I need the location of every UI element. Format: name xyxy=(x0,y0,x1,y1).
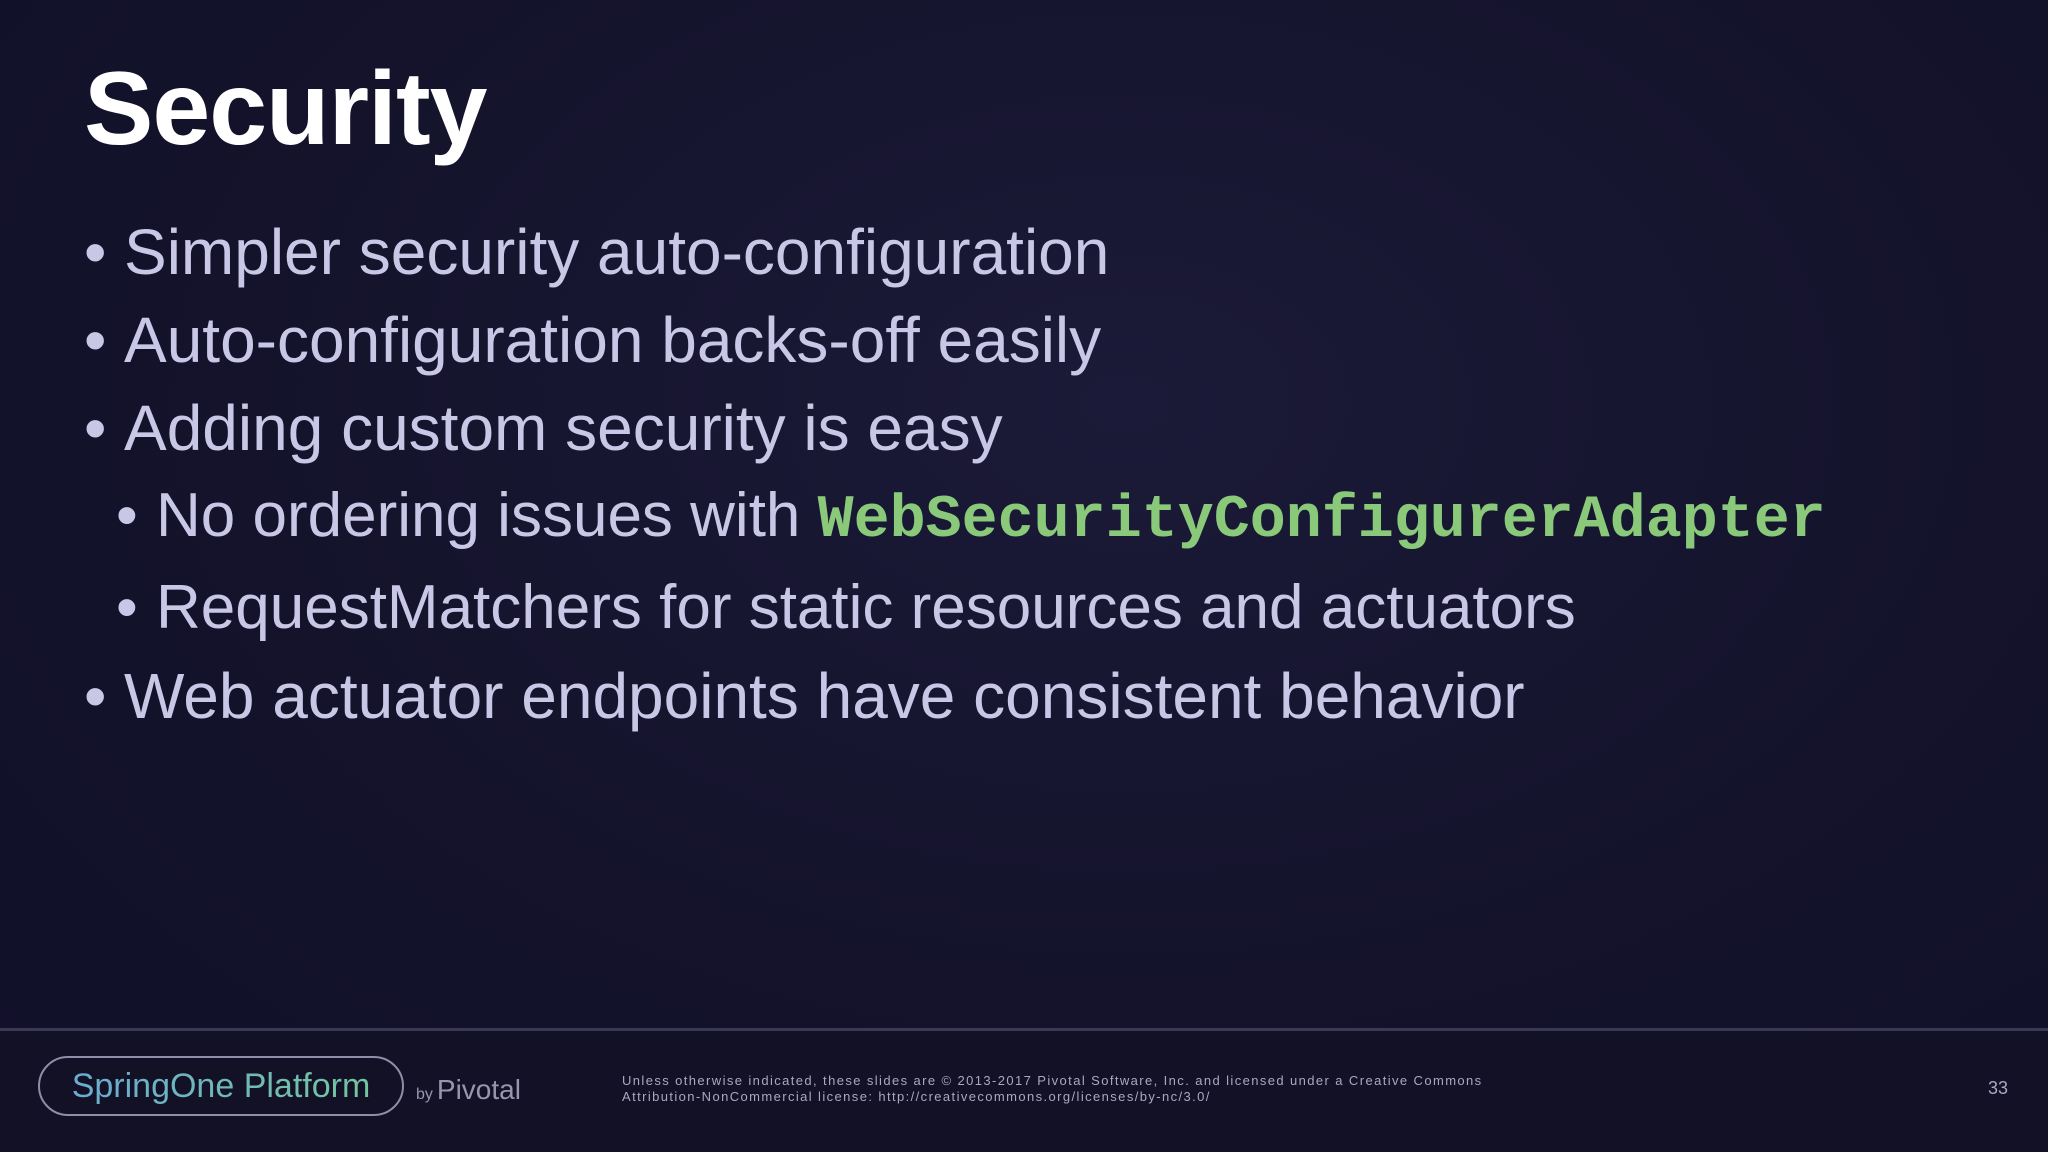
sub-bullet-item xyxy=(84,472,2024,560)
bullet-text: RequestMatchers for static resources and actuators xyxy=(156,573,1576,642)
bullet-text: Web actuator endpoints have consistent behavior xyxy=(124,660,1525,732)
bullet-dot: • xyxy=(116,573,138,642)
bullet-text: Simpler security auto-configuration xyxy=(124,216,1110,288)
bullet-dot: • xyxy=(84,304,107,376)
bullet-item xyxy=(84,652,2024,740)
by-label: by xyxy=(416,1086,433,1103)
bullet-dot: • xyxy=(84,660,107,732)
license-notice xyxy=(622,1073,1522,1105)
footer xyxy=(0,1031,2048,1152)
bullet-item xyxy=(84,208,2024,296)
bullet-dot: • xyxy=(84,216,107,288)
code-class-name: WebSecurityConfigurerAdapter xyxy=(817,487,1826,555)
bullet-dot: • xyxy=(84,392,107,464)
bullet-text: Auto-configuration backs-off easily xyxy=(124,304,1102,376)
company-name: Pivotal xyxy=(436,1074,521,1105)
page-number: 33 xyxy=(1987,1078,2008,1098)
bullet-list xyxy=(84,208,2024,740)
springone-platform-logo: SpringOne Platform xyxy=(38,1056,404,1116)
bullet-dot: • xyxy=(116,481,138,550)
bullet-text: Adding custom security is easy xyxy=(124,392,1003,464)
license-line: Unless otherwise indicated, these slides are © 2013-2017 Pivotal Software, Inc. and licensed under a Creative Commons xyxy=(622,1073,1483,1088)
sub-bullet-item xyxy=(84,564,2024,652)
bullet-text: No ordering issues with xyxy=(156,481,818,550)
bullet-item xyxy=(84,384,2024,472)
slide-title: Security xyxy=(84,51,487,167)
pivotal-logo xyxy=(416,1074,521,1106)
bullet-item xyxy=(84,296,2024,384)
license-line: Attribution-NonCommercial license: http://creativecommons.org/licenses/by-nc/3.0/ xyxy=(622,1089,1211,1104)
